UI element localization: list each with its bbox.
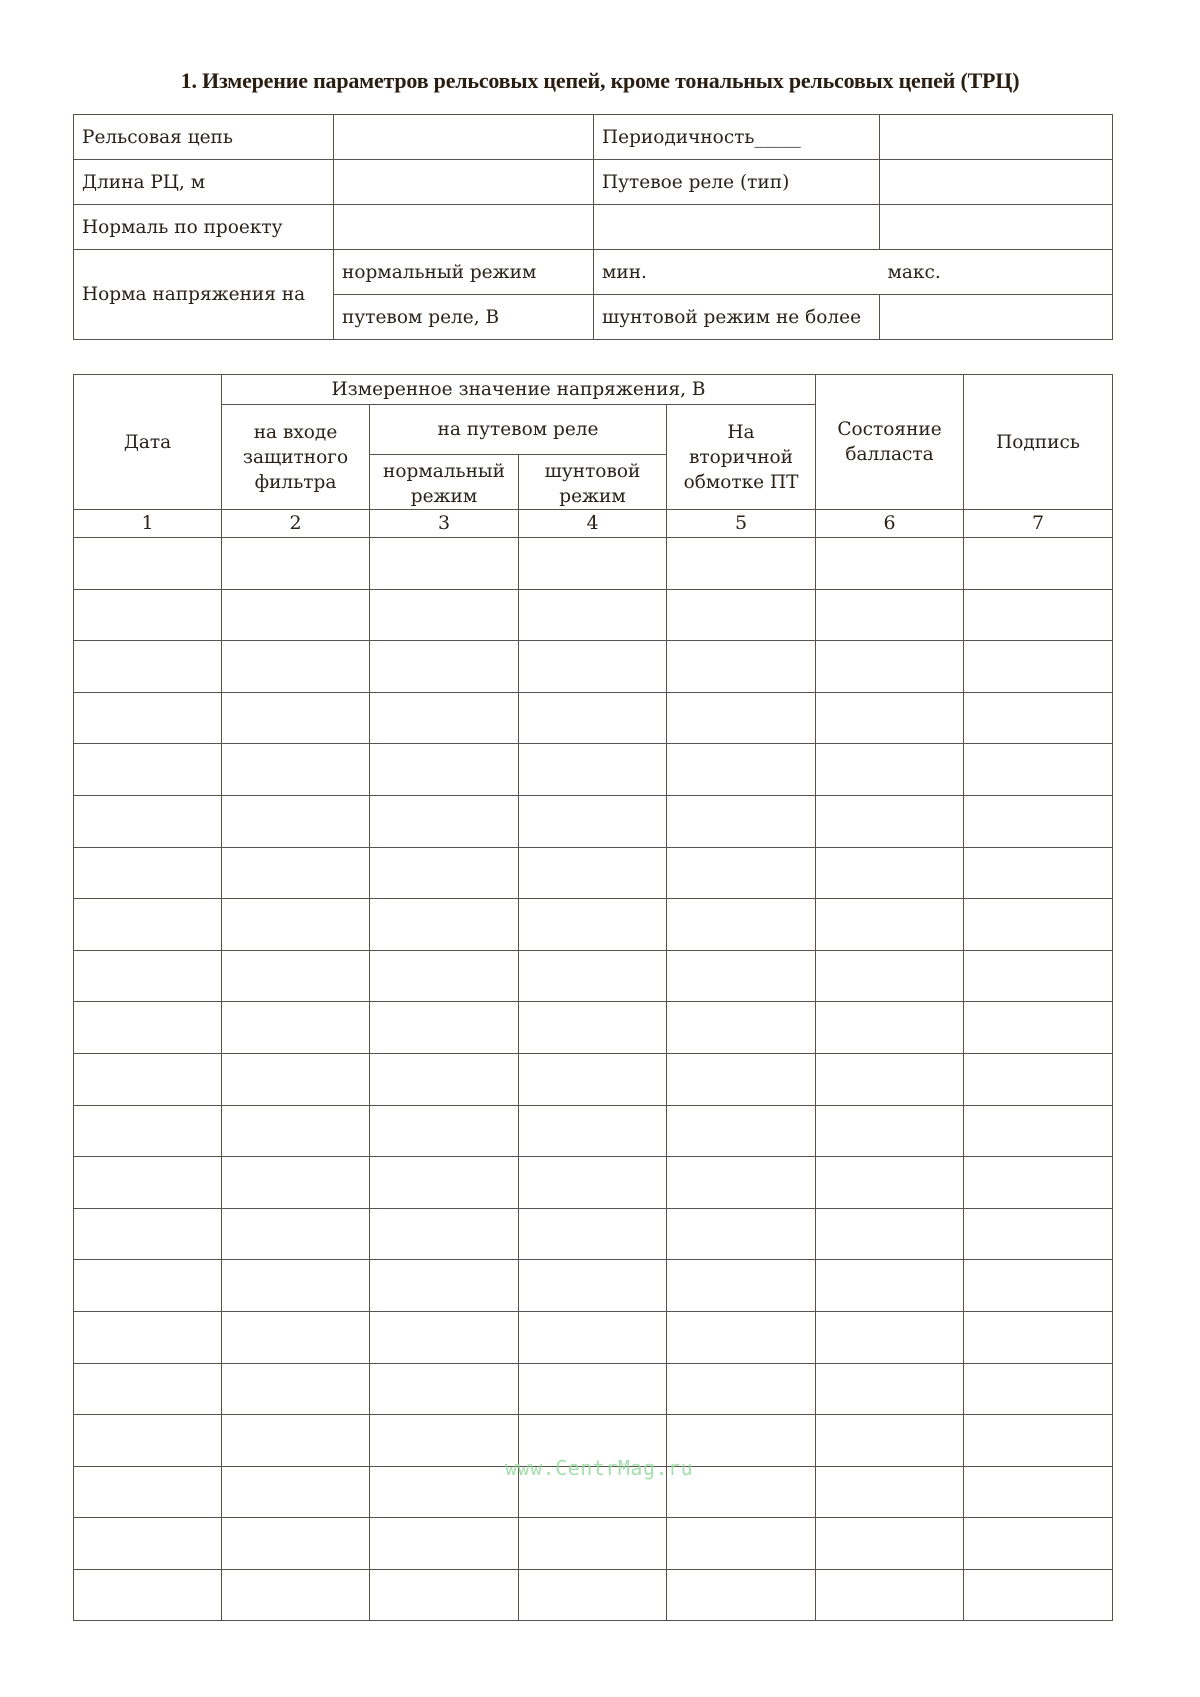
normal-mode-cell[interactable] — [370, 589, 519, 641]
secondary-winding-cell[interactable] — [667, 1208, 816, 1260]
normal-mode-cell[interactable] — [370, 950, 519, 1002]
table-row — [74, 1260, 1113, 1312]
signature-cell[interactable] — [964, 950, 1113, 1002]
ballast-state-cell[interactable] — [816, 847, 964, 899]
shunt-mode-cell[interactable] — [519, 950, 667, 1002]
filter-input-cell[interactable] — [222, 950, 370, 1002]
column-number-row — [74, 510, 1113, 538]
secondary-winding-cell[interactable] — [667, 641, 816, 693]
secondary-winding-cell[interactable] — [667, 589, 816, 641]
signature-cell[interactable] — [964, 1260, 1113, 1312]
ballast-state-cell[interactable] — [816, 589, 964, 641]
min-voltage-field[interactable]: мин. — [594, 250, 880, 295]
periodicity-label: Периодичность_____ — [594, 115, 880, 160]
filter-input-cell[interactable] — [222, 589, 370, 641]
secondary-winding-cell[interactable] — [667, 1105, 816, 1157]
shunt-mode-cell[interactable] — [519, 899, 667, 951]
table-row — [74, 847, 1113, 899]
normal-mode-cell[interactable] — [370, 1415, 519, 1467]
normal-mode-label: нормальный режим — [334, 250, 594, 295]
filter-input-cell[interactable] — [222, 744, 370, 796]
signature-cell[interactable] — [964, 1311, 1113, 1363]
signature-cell[interactable] — [964, 1208, 1113, 1260]
shunt-mode-cell[interactable] — [519, 795, 667, 847]
measurement-table — [73, 374, 1113, 1621]
secondary-winding-cell[interactable] — [667, 1002, 816, 1054]
signature-cell[interactable] — [964, 589, 1113, 641]
filter-input-cell[interactable] — [222, 1208, 370, 1260]
date-cell[interactable] — [74, 1363, 222, 1415]
date-cell[interactable] — [74, 589, 222, 641]
shunt-mode-cell[interactable] — [519, 1105, 667, 1157]
filter-input-cell[interactable] — [222, 1466, 370, 1518]
shunt-mode-cell[interactable] — [519, 1363, 667, 1415]
filter-input-cell[interactable] — [222, 1002, 370, 1054]
date-cell[interactable] — [74, 744, 222, 796]
signature-cell[interactable] — [964, 1569, 1113, 1621]
header-shunt-mode: шунтовой режим — [519, 455, 667, 510]
signature-cell[interactable] — [964, 1518, 1113, 1570]
shunt-mode-label: шунтовой режим не более — [594, 295, 880, 340]
column-number: 6 — [816, 510, 964, 538]
rail-circuit-info-table — [73, 114, 1113, 340]
shunt-mode-cell[interactable] — [519, 589, 667, 641]
filter-input-cell[interactable] — [222, 847, 370, 899]
design-normal-field[interactable] — [334, 205, 594, 250]
track-relay-type-label: Путевое реле (тип) — [594, 160, 880, 205]
column-number: 5 — [667, 510, 816, 538]
column-number: 1 — [74, 510, 222, 538]
ballast-state-cell[interactable] — [816, 1311, 964, 1363]
normal-mode-cell[interactable] — [370, 744, 519, 796]
shunt-mode-cell[interactable] — [519, 1518, 667, 1570]
table-row — [74, 950, 1113, 1002]
header-on-track-relay: на путевом реле — [370, 405, 667, 455]
info-row-length — [74, 160, 1113, 205]
date-cell[interactable] — [74, 795, 222, 847]
ballast-state-cell[interactable] — [816, 1053, 964, 1105]
header-ballast-state: Состояние балласта — [816, 375, 964, 510]
filter-input-cell[interactable] — [222, 1311, 370, 1363]
voltage-norm-label: Норма напряжения на — [74, 250, 334, 340]
signature-cell[interactable] — [964, 899, 1113, 951]
shunt-mode-cell[interactable] — [519, 1053, 667, 1105]
signature-cell[interactable] — [964, 692, 1113, 744]
date-cell[interactable] — [74, 641, 222, 693]
normal-mode-cell[interactable] — [370, 538, 519, 590]
table-row — [74, 899, 1113, 951]
periodicity-field[interactable] — [880, 115, 1113, 160]
ballast-state-cell[interactable] — [816, 1157, 964, 1209]
secondary-winding-cell[interactable] — [667, 1466, 816, 1518]
date-cell[interactable] — [74, 1518, 222, 1570]
filter-input-cell[interactable] — [222, 795, 370, 847]
design-normal-label: Нормаль по проекту — [74, 205, 334, 250]
secondary-winding-cell[interactable] — [667, 1053, 816, 1105]
signature-cell[interactable] — [964, 1415, 1113, 1467]
ballast-state-cell[interactable] — [816, 1260, 964, 1312]
signature-cell[interactable] — [964, 795, 1113, 847]
normal-mode-cell[interactable] — [370, 1466, 519, 1518]
shunt-mode-cell[interactable] — [519, 1415, 667, 1467]
normal-mode-cell[interactable] — [370, 847, 519, 899]
max-voltage-field[interactable]: макс. — [880, 250, 1113, 295]
filter-input-cell[interactable] — [222, 899, 370, 951]
length-field[interactable] — [334, 160, 594, 205]
ballast-state-cell[interactable] — [816, 1208, 964, 1260]
filter-input-cell[interactable] — [222, 1157, 370, 1209]
table-row — [74, 1208, 1113, 1260]
ballast-state-cell[interactable] — [816, 692, 964, 744]
secondary-winding-cell[interactable] — [667, 1157, 816, 1209]
column-number: 7 — [964, 510, 1113, 538]
shunt-mode-cell[interactable] — [519, 1569, 667, 1621]
rail-circuit-label: Рельсовая цепь — [74, 115, 334, 160]
ballast-state-cell[interactable] — [816, 950, 964, 1002]
header-measured-voltage: Измеренное значение напряжения, В — [222, 375, 816, 405]
shunt-mode-cell[interactable] — [519, 1002, 667, 1054]
table-row — [74, 641, 1113, 693]
shunt-mode-cell[interactable] — [519, 1157, 667, 1209]
track-relay-v-label: путевом реле, В — [334, 295, 594, 340]
signature-cell[interactable] — [964, 847, 1113, 899]
filter-input-cell[interactable] — [222, 1363, 370, 1415]
info-row-voltage-normal — [74, 250, 1113, 295]
ballast-state-cell[interactable] — [816, 1466, 964, 1518]
normal-mode-cell[interactable] — [370, 1208, 519, 1260]
secondary-winding-cell[interactable] — [667, 795, 816, 847]
normal-mode-cell[interactable] — [370, 1311, 519, 1363]
column-number: 2 — [222, 510, 370, 538]
info-row-design-normal — [74, 205, 1113, 250]
normal-mode-cell[interactable] — [370, 795, 519, 847]
track-relay-type-field[interactable] — [880, 160, 1113, 205]
rail-circuit-field[interactable] — [334, 115, 594, 160]
extra-field-2[interactable] — [880, 205, 1113, 250]
ballast-state-cell[interactable] — [816, 1105, 964, 1157]
normal-mode-cell[interactable] — [370, 1157, 519, 1209]
shunt-mode-cell[interactable] — [519, 692, 667, 744]
filter-input-cell[interactable] — [222, 1105, 370, 1157]
secondary-winding-cell[interactable] — [667, 538, 816, 590]
header-date: Дата — [74, 375, 222, 510]
signature-cell[interactable] — [964, 1466, 1113, 1518]
signature-cell[interactable] — [964, 1105, 1113, 1157]
signature-cell[interactable] — [964, 744, 1113, 796]
date-cell[interactable] — [74, 1260, 222, 1312]
secondary-winding-cell[interactable] — [667, 1260, 816, 1312]
shunt-mode-cell[interactable] — [519, 1466, 667, 1518]
date-cell[interactable] — [74, 1208, 222, 1260]
date-cell[interactable] — [74, 950, 222, 1002]
column-number: 4 — [519, 510, 667, 538]
signature-cell[interactable] — [964, 1363, 1113, 1415]
table-row — [74, 1105, 1113, 1157]
signature-cell[interactable] — [964, 641, 1113, 693]
table-row — [74, 692, 1113, 744]
secondary-winding-cell[interactable] — [667, 950, 816, 1002]
filter-input-cell[interactable] — [222, 692, 370, 744]
date-cell[interactable] — [74, 1466, 222, 1518]
filter-input-cell[interactable] — [222, 1053, 370, 1105]
length-label: Длина РЦ, м — [74, 160, 334, 205]
shunt-mode-cell[interactable] — [519, 744, 667, 796]
table-row — [74, 1569, 1113, 1621]
filter-input-cell[interactable] — [222, 1569, 370, 1621]
ballast-state-cell[interactable] — [816, 1569, 964, 1621]
filter-input-cell[interactable] — [222, 1415, 370, 1467]
secondary-winding-cell[interactable] — [667, 1569, 816, 1621]
filter-input-cell[interactable] — [222, 641, 370, 693]
signature-cell[interactable] — [964, 1002, 1113, 1054]
table-row — [74, 1311, 1113, 1363]
date-cell[interactable] — [74, 1311, 222, 1363]
date-cell[interactable] — [74, 1415, 222, 1467]
ballast-state-cell[interactable] — [816, 795, 964, 847]
normal-mode-cell[interactable] — [370, 1053, 519, 1105]
table-row — [74, 1415, 1113, 1467]
secondary-winding-cell[interactable] — [667, 1363, 816, 1415]
table-row — [74, 1518, 1113, 1570]
date-cell[interactable] — [74, 538, 222, 590]
header-normal-mode: нормальный режим — [370, 455, 519, 510]
normal-mode-cell[interactable] — [370, 899, 519, 951]
info-row-rail-circuit — [74, 115, 1113, 160]
ballast-state-cell[interactable] — [816, 1363, 964, 1415]
normal-mode-cell[interactable] — [370, 641, 519, 693]
normal-mode-cell[interactable] — [370, 1569, 519, 1621]
table-row — [74, 538, 1113, 590]
shunt-mode-cell[interactable] — [519, 1208, 667, 1260]
secondary-winding-cell[interactable] — [667, 692, 816, 744]
filter-input-cell[interactable] — [222, 1518, 370, 1570]
watermark: www.CentrMag.ru — [505, 1456, 694, 1480]
normal-mode-cell[interactable] — [370, 1105, 519, 1157]
signature-cell[interactable] — [964, 538, 1113, 590]
table-row — [74, 744, 1113, 796]
ballast-state-cell[interactable] — [816, 1002, 964, 1054]
table-row — [74, 795, 1113, 847]
secondary-winding-cell[interactable] — [667, 899, 816, 951]
secondary-winding-cell[interactable] — [667, 1415, 816, 1467]
shunt-mode-cell[interactable] — [519, 1260, 667, 1312]
normal-mode-cell[interactable] — [370, 1002, 519, 1054]
normal-mode-cell[interactable] — [370, 1363, 519, 1415]
date-cell[interactable] — [74, 1053, 222, 1105]
secondary-winding-cell[interactable] — [667, 1518, 816, 1570]
filter-input-cell[interactable] — [222, 538, 370, 590]
secondary-winding-cell[interactable] — [667, 744, 816, 796]
table-row — [74, 1157, 1113, 1209]
date-cell[interactable] — [74, 899, 222, 951]
table-row — [74, 1053, 1113, 1105]
date-cell[interactable] — [74, 1569, 222, 1621]
secondary-winding-cell[interactable] — [667, 1311, 816, 1363]
normal-mode-cell[interactable] — [370, 1518, 519, 1570]
ballast-state-cell[interactable] — [816, 744, 964, 796]
shunt-mode-cell[interactable] — [519, 641, 667, 693]
normal-mode-cell[interactable] — [370, 692, 519, 744]
table-row — [74, 1466, 1113, 1518]
ballast-state-cell[interactable] — [816, 1415, 964, 1467]
signature-cell[interactable] — [964, 1053, 1113, 1105]
header-signature: Подпись — [964, 375, 1113, 510]
date-cell[interactable] — [74, 1105, 222, 1157]
filter-input-cell[interactable] — [222, 1260, 370, 1312]
column-number: 3 — [370, 510, 519, 538]
normal-mode-cell[interactable] — [370, 1260, 519, 1312]
ballast-state-cell[interactable] — [816, 641, 964, 693]
table-row — [74, 1363, 1113, 1415]
table-row — [74, 1002, 1113, 1054]
page-title: 1. Измерение параметров рельсовых цепей, кроме тональных рельсовых цепей (ТРЦ) — [180, 68, 1020, 93]
date-cell[interactable] — [74, 847, 222, 899]
date-cell[interactable] — [74, 692, 222, 744]
shunt-mode-field[interactable] — [880, 295, 1113, 340]
date-cell[interactable] — [74, 1157, 222, 1209]
date-cell[interactable] — [74, 1002, 222, 1054]
secondary-winding-cell[interactable] — [667, 847, 816, 899]
ballast-state-cell[interactable] — [816, 1518, 964, 1570]
extra-field-1[interactable] — [594, 205, 880, 250]
ballast-state-cell[interactable] — [816, 899, 964, 951]
ballast-state-cell[interactable] — [816, 538, 964, 590]
header-filter-input: на входе защитного фильтра — [222, 405, 370, 510]
shunt-mode-cell[interactable] — [519, 1311, 667, 1363]
shunt-mode-cell[interactable] — [519, 847, 667, 899]
signature-cell[interactable] — [964, 1157, 1113, 1209]
shunt-mode-cell[interactable] — [519, 538, 667, 590]
table-row — [74, 589, 1113, 641]
header-secondary-winding: На вторичной обмотке ПТ — [667, 405, 816, 510]
